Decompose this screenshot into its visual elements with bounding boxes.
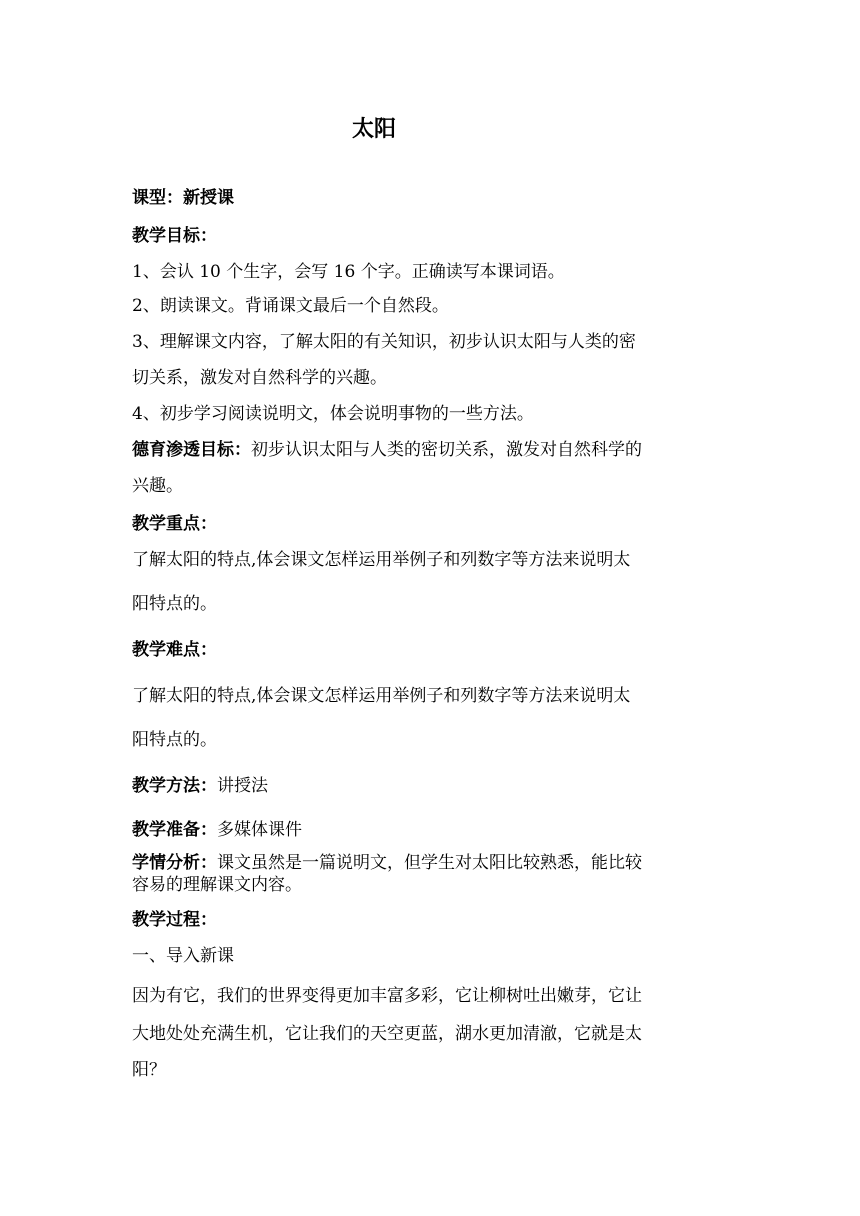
- process-para-line-3: 阳？: [132, 1060, 166, 1080]
- moral-text: 初步认识太阳与人类的密切关系，激发对自然科学的: [251, 440, 642, 460]
- process-section-1: 一、导入新课: [132, 946, 234, 966]
- preparation-value: 多媒体课件: [217, 820, 302, 840]
- preparation-label: 教学准备：: [132, 820, 217, 840]
- objective-item-1: 1、会认 10 个生字，会写 16 个字。正确读写本课词语。: [132, 262, 565, 282]
- analysis-text: 课文虽然是一篇说明文，但学生对太阳比较熟悉，能比较: [217, 853, 642, 873]
- difficulties-line-2: 阳特点的。: [132, 730, 217, 750]
- course-type-line: [132, 186, 732, 210]
- objectives-heading: 教学目标：: [132, 226, 217, 246]
- objective-item-4: 4、初步学习阅读说明文，体会说明事物的一些方法。: [132, 404, 534, 424]
- document-title: 太阳: [352, 117, 397, 142]
- method-label: 教学方法：: [132, 776, 217, 796]
- analysis-line-1: [132, 852, 732, 874]
- key-points-line-1: 了解太阳的特点,体会课文怎样运用举例子和列数字等方法来说明太: [132, 550, 631, 570]
- analysis-line-2: 容易的理解课文内容。: [132, 875, 302, 895]
- course-type-value: 新授课: [183, 188, 234, 208]
- objective-item-2: 2、朗读课文。背诵课文最后一个自然段。: [132, 296, 449, 316]
- analysis-label: 学情分析：: [132, 853, 217, 873]
- course-type-label: 课型：: [132, 188, 183, 208]
- moral-label: 德育渗透目标：: [132, 440, 251, 460]
- process-heading: 教学过程：: [132, 910, 217, 930]
- objective-item-3: 3、理解课文内容，了解太阳的有关知识，初步认识太阳与人类的密: [132, 332, 636, 352]
- objective-item-3-cont: 切关系，激发对自然科学的兴趣。: [132, 368, 387, 388]
- method-line: [132, 774, 732, 798]
- moral-line-1: [132, 438, 732, 462]
- method-value: 讲授法: [217, 776, 268, 796]
- moral-line-2: 兴趣。: [132, 476, 183, 496]
- key-points-line-2: 阳特点的。: [132, 594, 217, 614]
- process-para-line-2: 大地处处充满生机，它让我们的天空更蓝，湖水更加清澈，它就是太: [132, 1024, 642, 1044]
- key-points-heading: 教学重点：: [132, 514, 217, 534]
- preparation-line: [132, 818, 732, 842]
- difficulties-heading: 教学难点：: [132, 640, 217, 660]
- process-para-line-1: 因为有它，我们的世界变得更加丰富多彩，它让柳树吐出嫩芽，它让: [132, 986, 642, 1006]
- difficulties-line-1: 了解太阳的特点,体会课文怎样运用举例子和列数字等方法来说明太: [132, 686, 631, 706]
